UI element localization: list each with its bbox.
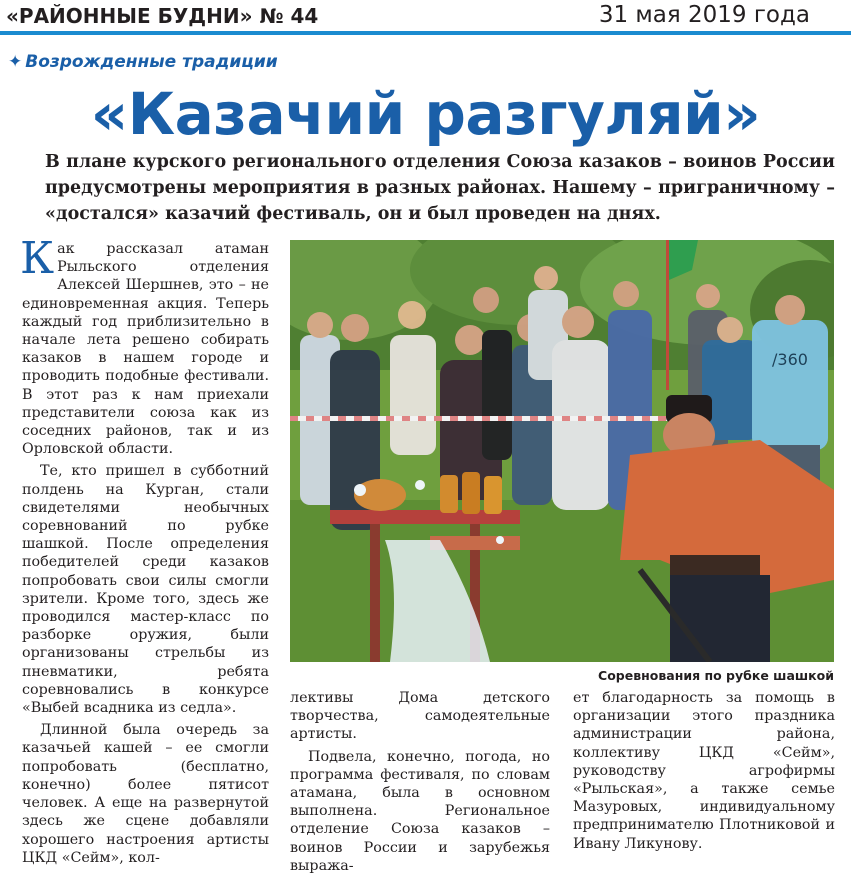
article-photo (290, 240, 834, 662)
text-column-1 (20, 233, 269, 867)
rubric-label: Возрожденные традиции (25, 52, 278, 72)
paragraph: Длинной была очередь за казачьей кашей – ее смогли попробовать (бесплатно, конечно) более пятисот человек. А еще на развернутой здесь же сцене добавляли хорошего настроения артисты ЦКД «Сейм», кол- (22, 722, 269, 866)
paragraph: ет благодарность за помощь в организации этого праздника администрации района, коллективу ЦКД «Сейм», руководству агрофирмы «Рыльская», а также семье Мазуровых, индивидуальному предпринимателю Плотниковой и Ивану Ликунову. (573, 690, 835, 852)
rubric (8, 52, 278, 72)
paragraph: лективы Дома детского творчества, самодеятельные артисты. (290, 690, 550, 743)
newspaper-name: «РАЙОННЫЕ БУДНИ» № 44 (6, 4, 319, 28)
shirt-text: /360 (772, 350, 808, 369)
drop-cap: К (20, 233, 55, 284)
issue-date: 31 мая 2019 года (598, 2, 810, 28)
paragraph: Подвела, конечно, погода, но программа фестиваля, по словам атамана, была в основном выполнена. Региональное отделение Союза казаков – воинов России и зарубежья выража- (290, 748, 550, 874)
photo-caption: Соревнования по рубке шашкой (598, 668, 834, 683)
page-header (0, 0, 851, 36)
header-rule (0, 31, 851, 35)
article-headline: «Казачий разгуляй» (90, 80, 761, 148)
star-bullet-icon: ✦ (8, 52, 23, 72)
text-column-3 (573, 689, 835, 853)
paragraph: Как рассказал атаман Рыльского отделения Алексей Шершнев, это – не единовременная акция. Теперь каждый год приблизительно в начале лета решено собирать казаков в нашем городе и проводить подобные фестивали. В этот раз к нам приехали представители союза как из соседних районов, так и из Орловской области. (20, 233, 269, 458)
text-column-2 (290, 689, 550, 875)
paragraph: Те, кто пришел в субботний полдень на Курган, стали свидетелями необычных соревнований по рубке шашкой. После определения победителей среди казаков попробовать свои силы смогли зрители. Кроме того, здесь же проводился мастер-класс по разборке оружия, были организованы стрельбы из пневматики, ребята соревновались в конкурсе «Выбей всадника из седла». (22, 463, 269, 717)
article-lead: В плане курского регионального отделения Союза казаков – воинов России предусмотрены мероприятия в разных районах. Нашему – приграничному – «достался» казачий фестиваль, он и был проведен на днях. (45, 152, 835, 224)
